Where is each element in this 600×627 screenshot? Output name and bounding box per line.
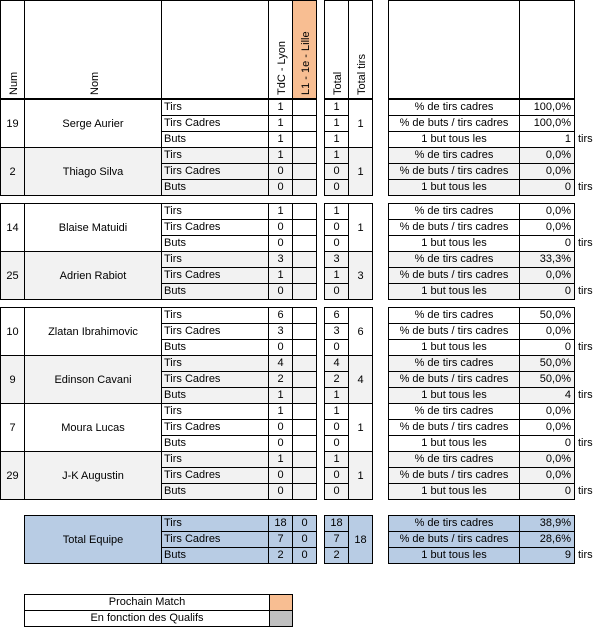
total-buts: 0 — [324, 283, 349, 300]
unit-tirs: tirs — [578, 389, 593, 401]
stat-label-pct_buts: % de buts / tirs cadres — [388, 419, 520, 436]
l1-lille-cadres — [292, 371, 317, 388]
player-num: 9 — [0, 355, 25, 404]
total-cadres: 1 — [324, 115, 349, 132]
row-label-buts: Buts — [161, 235, 269, 252]
player-name: Edinson Cavani — [24, 355, 162, 404]
total-tirs: 1 — [348, 147, 373, 196]
stat-value-pct_cadres: 33,3% — [519, 251, 575, 268]
legend-qualifs: En fonction des Qualifs — [24, 610, 270, 627]
stat-value-but_tous: 0 — [519, 483, 575, 500]
stat-value-pct_buts: 100,0% — [519, 115, 575, 132]
row-label-buts: Buts — [161, 283, 269, 300]
stat-value-pct_cadres: 100,0% — [519, 99, 575, 116]
stat-label-pct_cadres: % de tirs cadres — [388, 99, 520, 116]
row-label-buts: Buts — [161, 131, 269, 148]
stat-label-but_tous: 1 but tous les — [388, 387, 520, 404]
stat-value-pct_buts: 0,0% — [519, 219, 575, 236]
header-total: Total — [324, 0, 349, 99]
tdc-lyon-tirs: 1 — [268, 147, 293, 164]
row-label-cadres: Tirs Cadres — [161, 419, 269, 436]
l1-lille-buts — [292, 435, 317, 452]
tdc-lyon-buts: 0 — [268, 435, 293, 452]
header-nom: Nom — [24, 0, 162, 99]
total-tirs: 6 — [348, 307, 373, 356]
total-tirs: 18 — [324, 515, 349, 532]
stat-label-pct_buts: % de buts / tirs cadres — [388, 371, 520, 388]
row-label-tirs: Tirs — [161, 515, 269, 532]
l1-lille-buts — [292, 131, 317, 148]
l1-lille-tirs — [292, 251, 317, 268]
stat-value-but_tous: 4 — [519, 387, 575, 404]
total-buts: 0 — [324, 179, 349, 196]
l1-lille-cadres — [292, 467, 317, 484]
total-buts: 1 — [324, 387, 349, 404]
stat-label-but_tous: 1 but tous les — [388, 435, 520, 452]
total-tirs: 1 — [324, 99, 349, 116]
total-buts: 0 — [324, 483, 349, 500]
tdc-lyon-tirs: 1 — [268, 451, 293, 468]
header-num: Num — [0, 0, 25, 99]
stat-value-pct_cadres: 50,0% — [519, 355, 575, 372]
total-cadres: 2 — [324, 371, 349, 388]
stat-value-pct_buts: 0,0% — [519, 163, 575, 180]
l1-lille-cadres — [292, 115, 317, 132]
unit-tirs: tirs — [578, 437, 593, 449]
total-tirs: 18 — [348, 515, 373, 564]
stat-value-pct_buts: 50,0% — [519, 371, 575, 388]
stat-value-but_tous: 1 — [519, 131, 575, 148]
player-num: 25 — [0, 251, 25, 300]
tdc-lyon-buts: 0 — [268, 283, 293, 300]
stat-label-but_tous: 1 but tous les — [388, 283, 520, 300]
stat-value-pct_buts: 0,0% — [519, 267, 575, 284]
stat-value-but_tous: 9 — [519, 547, 575, 564]
tdc-lyon-cadres: 0 — [268, 163, 293, 180]
tdc-lyon-buts: 0 — [268, 179, 293, 196]
l1-lille-tirs — [292, 307, 317, 324]
row-label-buts: Buts — [161, 339, 269, 356]
unit-tirs: tirs — [578, 549, 593, 561]
team-name: Total Equipe — [24, 515, 162, 564]
tdc-lyon-tirs: 18 — [268, 515, 293, 532]
row-label-tirs: Tirs — [161, 355, 269, 372]
stat-label-pct_buts: % de buts / tirs cadres — [388, 163, 520, 180]
total-tirs: 1 — [348, 203, 373, 252]
total-cadres: 1 — [324, 267, 349, 284]
tdc-lyon-cadres: 0 — [268, 467, 293, 484]
tdc-lyon-cadres: 0 — [268, 219, 293, 236]
header-l1-lille: L1 - 1e - Lille — [292, 0, 317, 99]
row-label-tirs: Tirs — [161, 99, 269, 116]
row-label-cadres: Tirs Cadres — [161, 467, 269, 484]
l1-lille-tirs — [292, 451, 317, 468]
tdc-lyon-buts: 1 — [268, 131, 293, 148]
unit-tirs: tirs — [578, 237, 593, 249]
tdc-lyon-cadres: 0 — [268, 419, 293, 436]
player-num: 2 — [0, 147, 25, 196]
stat-label-pct_buts: % de buts / tirs cadres — [388, 531, 520, 548]
total-tirs: 3 — [348, 251, 373, 300]
stat-label-pct_cadres: % de tirs cadres — [388, 403, 520, 420]
stat-label-but_tous: 1 but tous les — [388, 483, 520, 500]
header-total-tirs: Total tirs — [348, 0, 373, 99]
unit-tirs: tirs — [578, 181, 593, 193]
total-cadres: 0 — [324, 219, 349, 236]
row-label-cadres: Tirs Cadres — [161, 115, 269, 132]
tdc-lyon-tirs: 1 — [268, 203, 293, 220]
tdc-lyon-buts: 0 — [268, 339, 293, 356]
legend-orange-swatch — [269, 594, 293, 611]
row-label-cadres: Tirs Cadres — [161, 267, 269, 284]
player-num: 14 — [0, 203, 25, 252]
player-name: Thiago Silva — [24, 147, 162, 196]
l1-lille-tirs — [292, 355, 317, 372]
total-buts: 0 — [324, 235, 349, 252]
l1-lille-buts — [292, 387, 317, 404]
row-label-buts: Buts — [161, 387, 269, 404]
stat-label-pct_buts: % de buts / tirs cadres — [388, 219, 520, 236]
player-num: 19 — [0, 99, 25, 148]
total-buts: 1 — [324, 131, 349, 148]
total-buts: 2 — [324, 547, 349, 564]
tdc-lyon-tirs: 6 — [268, 307, 293, 324]
stat-label-pct_cadres: % de tirs cadres — [388, 307, 520, 324]
total-tirs: 1 — [348, 99, 373, 148]
total-buts: 0 — [324, 435, 349, 452]
stat-value-pct_buts: 28,6% — [519, 531, 575, 548]
row-label-buts: Buts — [161, 179, 269, 196]
stat-value-pct_buts: 0,0% — [519, 323, 575, 340]
l1-lille-cadres — [292, 219, 317, 236]
l1-lille-tirs — [292, 403, 317, 420]
player-name: Adrien Rabiot — [24, 251, 162, 300]
player-name: Moura Lucas — [24, 403, 162, 452]
player-name: Zlatan Ibrahimovic — [24, 307, 162, 356]
l1-lille-buts — [292, 339, 317, 356]
l1-lille-cadres — [292, 323, 317, 340]
total-tirs: 1 — [324, 451, 349, 468]
tdc-lyon-cadres: 2 — [268, 371, 293, 388]
l1-lille-tirs — [292, 203, 317, 220]
total-tirs: 1 — [348, 451, 373, 500]
player-num: 29 — [0, 451, 25, 500]
stat-value-pct_cadres: 0,0% — [519, 403, 575, 420]
row-label-cadres: Tirs Cadres — [161, 531, 269, 548]
stat-value-pct_buts: 0,0% — [519, 467, 575, 484]
row-label-tirs: Tirs — [161, 147, 269, 164]
stat-value-but_tous: 0 — [519, 283, 575, 300]
total-tirs: 6 — [324, 307, 349, 324]
tdc-lyon-tirs: 1 — [268, 99, 293, 116]
total-tirs: 4 — [324, 355, 349, 372]
l1-lille-cadres — [292, 267, 317, 284]
stat-label-pct_buts: % de buts / tirs cadres — [388, 267, 520, 284]
tdc-lyon-cadres: 1 — [268, 115, 293, 132]
stat-value-but_tous: 0 — [519, 339, 575, 356]
total-cadres: 0 — [324, 467, 349, 484]
row-label-cadres: Tirs Cadres — [161, 371, 269, 388]
row-label-buts: Buts — [161, 435, 269, 452]
stat-value-but_tous: 0 — [519, 435, 575, 452]
stat-label-but_tous: 1 but tous les — [388, 131, 520, 148]
l1-lille-tirs — [292, 147, 317, 164]
stat-label-pct_cadres: % de tirs cadres — [388, 251, 520, 268]
total-cadres: 3 — [324, 323, 349, 340]
player-name: J-K Augustin — [24, 451, 162, 500]
row-label-tirs: Tirs — [161, 403, 269, 420]
stat-value-pct_cadres: 0,0% — [519, 147, 575, 164]
row-label-tirs: Tirs — [161, 251, 269, 268]
l1-lille-cadres — [292, 419, 317, 436]
stat-label-pct_cadres: % de tirs cadres — [388, 515, 520, 532]
row-label-tirs: Tirs — [161, 451, 269, 468]
l1-lille-buts — [292, 483, 317, 500]
stat-value-pct_cadres: 0,0% — [519, 203, 575, 220]
tdc-lyon-buts: 0 — [268, 235, 293, 252]
l1-lille-buts — [292, 283, 317, 300]
stat-value-pct_buts: 0,0% — [519, 419, 575, 436]
total-tirs: 1 — [324, 203, 349, 220]
stat-label-pct_buts: % de buts / tirs cadres — [388, 115, 520, 132]
total-tirs: 4 — [348, 355, 373, 404]
stat-label-pct_buts: % de buts / tirs cadres — [388, 323, 520, 340]
tdc-lyon-buts: 1 — [268, 387, 293, 404]
stat-label-pct_cadres: % de tirs cadres — [388, 355, 520, 372]
tdc-lyon-tirs: 3 — [268, 251, 293, 268]
header-tdc-lyon: TdC - Lyon — [268, 0, 293, 99]
unit-tirs: tirs — [578, 485, 593, 497]
player-name: Blaise Matuidi — [24, 203, 162, 252]
unit-tirs: tirs — [578, 133, 593, 145]
unit-tirs: tirs — [578, 341, 593, 353]
l1-lille-tirs: 0 — [292, 515, 317, 532]
player-num: 7 — [0, 403, 25, 452]
l1-lille-cadres — [292, 163, 317, 180]
stat-label-pct_cadres: % de tirs cadres — [388, 451, 520, 468]
total-tirs: 1 — [348, 403, 373, 452]
tdc-lyon-buts: 0 — [268, 483, 293, 500]
stat-value-but_tous: 0 — [519, 235, 575, 252]
tdc-lyon-tirs: 4 — [268, 355, 293, 372]
stat-label-but_tous: 1 but tous les — [388, 547, 520, 564]
stat-label-but_tous: 1 but tous les — [388, 339, 520, 356]
legend-prochain-match: Prochain Match — [24, 594, 270, 611]
row-label-cadres: Tirs Cadres — [161, 163, 269, 180]
stat-label-pct_cadres: % de tirs cadres — [388, 147, 520, 164]
row-label-cadres: Tirs Cadres — [161, 219, 269, 236]
l1-lille-cadres: 0 — [292, 531, 317, 548]
unit-tirs: tirs — [578, 285, 593, 297]
row-label-tirs: Tirs — [161, 307, 269, 324]
header-stats-blank-2 — [519, 0, 575, 99]
player-num: 10 — [0, 307, 25, 356]
tdc-lyon-cadres: 3 — [268, 323, 293, 340]
total-tirs: 1 — [324, 147, 349, 164]
header-blank — [161, 0, 269, 99]
stat-label-pct_cadres: % de tirs cadres — [388, 203, 520, 220]
tdc-lyon-buts: 2 — [268, 547, 293, 564]
l1-lille-buts — [292, 179, 317, 196]
total-tirs: 3 — [324, 251, 349, 268]
total-cadres: 0 — [324, 419, 349, 436]
total-cadres: 0 — [324, 163, 349, 180]
stat-value-pct_cadres: 0,0% — [519, 451, 575, 468]
l1-lille-buts: 0 — [292, 547, 317, 564]
row-label-cadres: Tirs Cadres — [161, 323, 269, 340]
stat-value-but_tous: 0 — [519, 179, 575, 196]
l1-lille-buts — [292, 235, 317, 252]
total-cadres: 7 — [324, 531, 349, 548]
row-label-buts: Buts — [161, 547, 269, 564]
tdc-lyon-cadres: 7 — [268, 531, 293, 548]
tdc-lyon-tirs: 1 — [268, 403, 293, 420]
stat-label-pct_buts: % de buts / tirs cadres — [388, 467, 520, 484]
total-buts: 0 — [324, 339, 349, 356]
total-tirs: 1 — [324, 403, 349, 420]
player-name: Serge Aurier — [24, 99, 162, 148]
row-label-tirs: Tirs — [161, 203, 269, 220]
stat-value-pct_cadres: 38,9% — [519, 515, 575, 532]
stat-label-but_tous: 1 but tous les — [388, 179, 520, 196]
stat-value-pct_cadres: 50,0% — [519, 307, 575, 324]
header-stats-blank — [388, 0, 520, 99]
tdc-lyon-cadres: 1 — [268, 267, 293, 284]
l1-lille-tirs — [292, 99, 317, 116]
legend-gray-swatch — [269, 610, 293, 627]
stat-label-but_tous: 1 but tous les — [388, 235, 520, 252]
row-label-buts: Buts — [161, 483, 269, 500]
